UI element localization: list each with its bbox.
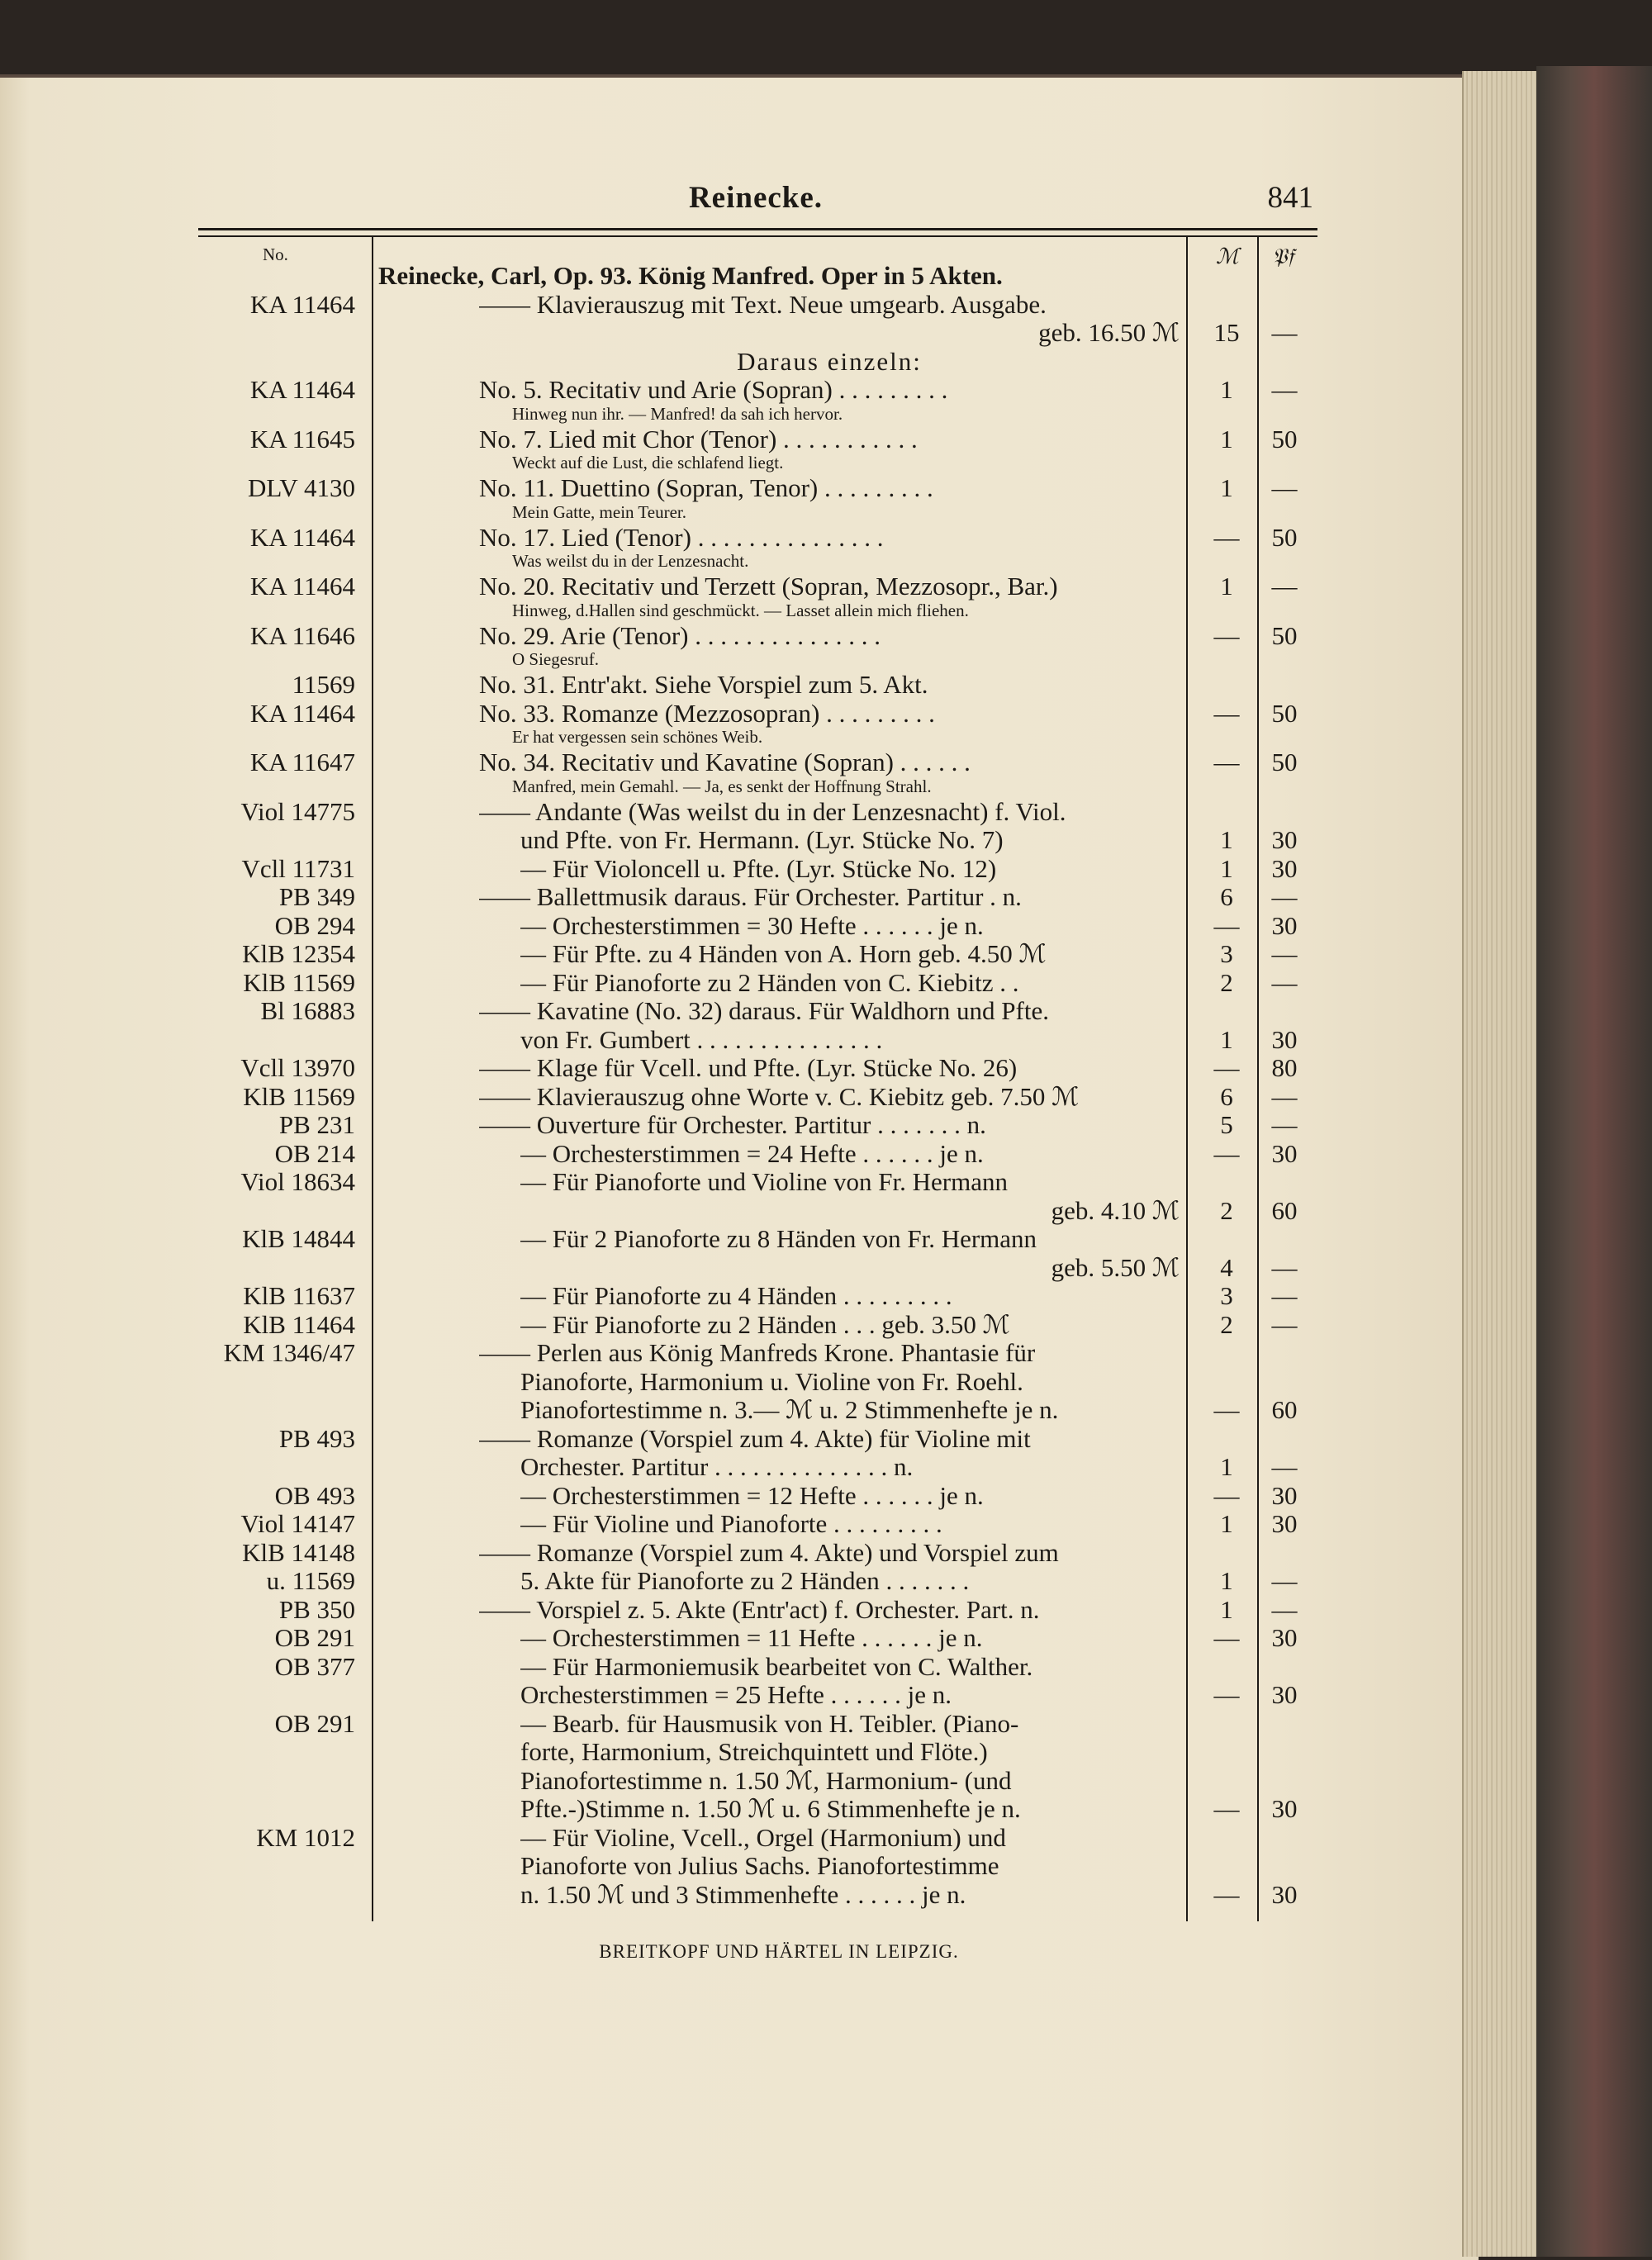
entry-title: —— Vorspiel z. 5. Akte (Entr'act) f. Orchester. Part. n.: [479, 1594, 1040, 1624]
price-pfennig: —: [1271, 1452, 1298, 1481]
price-pfennig: 50: [1271, 522, 1298, 552]
entry-title: Pianoforte von Julius Sachs. Pianofortestimme: [520, 1851, 999, 1880]
price-mark: —: [1213, 1395, 1240, 1424]
price-mark: 1: [1220, 1024, 1233, 1054]
price-pfennig: —: [1271, 1081, 1298, 1111]
entry-title: Hinweg, d.Hallen sind geschmückt. — Lasset allein mich fliehen.: [512, 600, 969, 620]
price-pfennig: 30: [1271, 1509, 1298, 1538]
entry-title: — Für 2 Pianoforte zu 8 Händen von Fr. Hermann: [520, 1224, 1037, 1253]
entry-number: Viol 18634: [240, 1167, 355, 1196]
entry-number: KlB 14844: [242, 1224, 355, 1253]
catalog-entry: [0, 1652, 1479, 1682]
price-pfennig: 60: [1271, 1195, 1298, 1225]
entry-title: n. 1.50 ℳ und 3 Stimmenhefte . . . . . . je n.: [520, 1879, 966, 1909]
entry-number: KM 1346/47: [223, 1338, 355, 1367]
catalog-entry: [0, 1851, 1479, 1881]
entry-title: Mein Gatte, mein Teurer.: [512, 501, 686, 522]
catalog-entry: [0, 1167, 1479, 1197]
entry-number: DLV 4130: [247, 473, 355, 502]
catalog-entry: [0, 882, 1479, 912]
price-mark: —: [1213, 1879, 1240, 1909]
entry-title: —— Klavierauszug mit Text. Neue umgearb. Ausgabe.: [479, 289, 1047, 319]
column-header-no: No.: [263, 245, 288, 264]
catalog-entry: [0, 1224, 1479, 1254]
catalog-entry: [0, 670, 1479, 700]
catalog-entry: [0, 1253, 1479, 1283]
catalog-entry: [0, 996, 1479, 1026]
catalog-entry: [0, 1566, 1479, 1596]
price-pfennig: 30: [1271, 1794, 1298, 1823]
price-mark: 1: [1220, 1452, 1233, 1481]
entry-number: PB 231: [278, 1110, 355, 1139]
entry-incipit: [0, 727, 1479, 747]
entry-title: — Für Violine und Pianoforte . . . . . . . . .: [520, 1509, 942, 1538]
price-mark: —: [1213, 1480, 1240, 1510]
price-mark: 5: [1220, 1110, 1233, 1139]
entry-title: — Für Pianoforte zu 2 Händen von C. Kiebitz . .: [520, 967, 1019, 997]
entry-incipit: [0, 551, 1479, 571]
entry-number: KlB 11464: [243, 1309, 355, 1339]
catalog-entry: [0, 375, 1479, 405]
catalog-entry: [0, 1025, 1479, 1055]
entry-number: OB 377: [274, 1651, 355, 1681]
entry-number: KlB 11569: [243, 1081, 355, 1111]
price-pfennig: 30: [1271, 910, 1298, 940]
price-pfennig: 30: [1271, 1680, 1298, 1709]
entry-title: Pfte.-)Stimme n. 1.50 ℳ u. 6 Stimmenhefte je n.: [520, 1794, 1021, 1823]
price-mark: —: [1213, 748, 1240, 776]
price-pfennig: —: [1271, 1566, 1298, 1595]
catalog-entry: [0, 1737, 1479, 1767]
price-pfennig: 30: [1271, 1879, 1298, 1909]
price-mark: —: [1213, 1623, 1240, 1652]
catalog-entry: [0, 1509, 1479, 1539]
catalog-entry: [0, 1452, 1479, 1482]
entry-number: KA 11464: [249, 698, 355, 728]
price-mark: —: [1213, 910, 1240, 940]
entry-title: No. 20. Recitativ und Terzett (Sopran, Mezzosopr., Bar.): [479, 572, 1058, 601]
page-title: Reinecke.: [688, 181, 824, 215]
price-pfennig: —: [1271, 1309, 1298, 1339]
price-mark: 1: [1220, 825, 1233, 854]
entry-title: — Für Pfte. zu 4 Händen von A. Horn geb. 4.50 ℳ: [520, 939, 1047, 968]
price-pfennig: —: [1271, 1252, 1298, 1282]
price-pfennig: 50: [1271, 424, 1298, 453]
column-header-mark: ℳ: [1216, 245, 1239, 268]
price-pfennig: 30: [1271, 853, 1298, 883]
catalog-entry: [0, 1082, 1479, 1112]
price-pfennig: —: [1271, 572, 1298, 601]
entry-title: geb. 16.50 ℳ: [1038, 318, 1180, 347]
entry-title: forte, Harmonium, Streichquintett und Flöte.): [520, 1737, 988, 1766]
entry-number: Vcll 11731: [241, 853, 355, 883]
entry-title: Manfred, mein Gemahl. — Ja, es senkt der Hoffnung Strahl.: [512, 776, 932, 796]
entry-title: — Orchesterstimmen = 12 Hefte . . . . . . je n.: [520, 1480, 984, 1510]
entry-number: u. 11569: [266, 1566, 355, 1595]
entry-title: und Pfte. von Fr. Hermann. (Lyr. Stücke No. 7): [520, 825, 1004, 854]
price-mark: 1: [1220, 1509, 1233, 1538]
price-mark: 1: [1220, 1566, 1233, 1595]
entry-number: Bl 16883: [260, 996, 355, 1025]
catalog-entry: [0, 1424, 1479, 1454]
entry-number: OB 493: [274, 1480, 355, 1510]
entry-title: — Orchesterstimmen = 11 Hefte . . . . . . je n.: [520, 1623, 983, 1652]
entry-title: Hinweg nun ihr. — Manfred! da sah ich hervor.: [512, 403, 843, 424]
price-pfennig: 50: [1271, 620, 1298, 650]
price-mark: 6: [1220, 1081, 1233, 1111]
entry-title: Weckt auf die Lust, die schlafend liegt.: [512, 453, 784, 472]
entry-title: — Für Violine, Vcell., Orgel (Harmonium) und: [520, 1822, 1006, 1852]
entry-incipit: [0, 601, 1479, 620]
price-mark: —: [1213, 1138, 1240, 1168]
entry-title: O Siegesruf.: [512, 649, 599, 669]
price-pfennig: —: [1271, 1281, 1298, 1310]
entry-title: von Fr. Gumbert . . . . . . . . . . . . . . .: [520, 1024, 883, 1054]
entry-number: KA 11645: [249, 424, 355, 453]
entry-title: Pianoforte, Harmonium u. Violine von Fr. Roehl.: [520, 1366, 1023, 1396]
book-cover: [1536, 66, 1652, 2257]
price-pfennig: 30: [1271, 1480, 1298, 1510]
entry-title: — Für Pianoforte zu 4 Händen . . . . . . . . .: [520, 1281, 952, 1310]
entry-number: KA 11647: [249, 748, 355, 776]
entry-incipit: [0, 649, 1479, 669]
entry-title: Pianofortestimme n. 3.— ℳ u. 2 Stimmenhefte je n.: [520, 1395, 1059, 1424]
price-mark: 1: [1220, 375, 1233, 404]
price-mark: 3: [1220, 939, 1233, 968]
entry-number: KA 11464: [249, 375, 355, 404]
price-mark: —: [1213, 1680, 1240, 1709]
entry-title: —— Ouverture für Orchester. Partitur . . . . . . . n.: [479, 1110, 986, 1139]
catalog-entry: [0, 1367, 1479, 1397]
price-pfennig: —: [1271, 1594, 1298, 1624]
entry-title: —— Klavierauszug ohne Worte v. C. Kiebitz geb. 7.50 ℳ: [479, 1081, 1080, 1111]
catalog-entry: [0, 347, 1479, 377]
entry-title: geb. 5.50 ℳ: [1051, 1252, 1180, 1282]
price-mark: 1: [1220, 424, 1233, 453]
catalog-entry: [0, 1281, 1479, 1311]
entry-title: Er hat vergessen sein schönes Weib.: [512, 727, 763, 747]
entry-title: —— Klage für Vcell. und Pfte. (Lyr. Stücke No. 26): [479, 1053, 1018, 1082]
catalog-entry: [0, 968, 1479, 998]
catalog-entry: [0, 425, 1479, 454]
entry-title: No. 29. Arie (Tenor) . . . . . . . . . . . . . . .: [479, 620, 881, 650]
price-mark: 2: [1220, 1195, 1233, 1225]
price-mark: 1: [1220, 473, 1233, 502]
entry-title: —— Romanze (Vorspiel zum 4. Akte) und Vorspiel zum: [479, 1537, 1059, 1567]
catalog-entry: [0, 939, 1479, 969]
price-pfennig: 30: [1271, 1623, 1298, 1652]
entry-incipit: [0, 404, 1479, 424]
catalog-entry: [0, 1680, 1479, 1710]
entry-incipit: [0, 453, 1479, 472]
entry-incipit: [0, 502, 1479, 522]
entry-title: —— Andante (Was weilst du in der Lenzesnacht) f. Viol.: [479, 796, 1066, 826]
entry-title: — Orchesterstimmen = 30 Hefte . . . . . . je n.: [520, 910, 984, 940]
entry-title: Daraus einzeln:: [737, 346, 922, 376]
catalog-entry: [0, 699, 1479, 729]
entry-number: PB 493: [278, 1423, 355, 1453]
catalog-entry: [0, 825, 1479, 855]
entry-title: No. 17. Lied (Tenor) . . . . . . . . . . . . . . .: [479, 522, 884, 552]
price-mark: 2: [1220, 967, 1233, 997]
price-mark: —: [1213, 620, 1240, 650]
entry-title: No. 5. Recitativ und Arie (Sopran) . . . . . . . . .: [479, 375, 948, 404]
catalog-entry: [0, 1395, 1479, 1425]
entry-title: —— Kavatine (No. 32) daraus. Für Waldhorn und Pfte.: [479, 996, 1049, 1025]
price-pfennig: —: [1271, 1110, 1298, 1139]
entry-number: OB 291: [274, 1623, 355, 1652]
entry-title: No. 31. Entr'akt. Siehe Vorspiel zum 5. Akt.: [479, 670, 928, 699]
entry-title: — Für Violoncell u. Pfte. (Lyr. Stücke No. 12): [520, 853, 997, 883]
price-pfennig: —: [1271, 473, 1298, 502]
entry-number: PB 350: [278, 1594, 355, 1624]
entry-incipit: [0, 776, 1479, 796]
entry-title: No. 34. Recitativ und Kavatine (Sopran) . . . . . .: [479, 748, 971, 776]
entry-title: geb. 4.10 ℳ: [1051, 1195, 1180, 1225]
catalog-entry: [0, 1623, 1479, 1653]
entry-number: KA 11464: [249, 572, 355, 601]
entry-number: KM 1012: [256, 1822, 355, 1852]
entry-title: Reinecke, Carl, Op. 93. König Manfred. Oper in 5 Akten.: [378, 261, 1003, 290]
price-pfennig: 30: [1271, 825, 1298, 854]
entry-number: KA 11464: [249, 522, 355, 552]
entry-number: KlB 11569: [243, 967, 355, 997]
price-mark: —: [1213, 1053, 1240, 1082]
catalog-entry: [0, 621, 1479, 651]
catalog-entry: [0, 1823, 1479, 1853]
price-pfennig: 80: [1271, 1053, 1298, 1082]
catalog-entry: [0, 911, 1479, 941]
entry-title: — Bearb. für Hausmusik von H. Teibler. (Piano-: [520, 1708, 1019, 1738]
entry-title: No. 7. Lied mit Chor (Tenor) . . . . . . . . . . .: [479, 424, 918, 453]
catalog-entry: [0, 1595, 1479, 1625]
price-mark: —: [1213, 698, 1240, 728]
entry-title: — Für Harmoniemusik bearbeitet von C. Walther.: [520, 1651, 1033, 1681]
catalog-entry: [0, 797, 1479, 827]
price-pfennig: —: [1271, 375, 1298, 404]
price-pfennig: —: [1271, 882, 1298, 911]
price-mark: 1: [1220, 572, 1233, 601]
catalog-entry: [0, 1139, 1479, 1169]
catalog-entry: [0, 1538, 1479, 1568]
price-mark: 2: [1220, 1309, 1233, 1339]
catalog-entry: [0, 261, 1479, 291]
column-header-pf: 𝔓𝔣: [1272, 245, 1294, 268]
entry-number: OB 214: [274, 1138, 355, 1168]
price-mark: —: [1213, 1794, 1240, 1823]
catalog-entry: [0, 290, 1479, 320]
catalog-entry: [0, 1053, 1479, 1083]
price-pfennig: 50: [1271, 748, 1298, 776]
price-mark: 6: [1220, 882, 1233, 911]
entry-number: Viol 14775: [240, 796, 355, 826]
catalog-entry: [0, 1310, 1479, 1340]
entry-number: KA 11464: [249, 289, 355, 319]
entry-number: KA 11646: [249, 620, 355, 650]
catalog-entry: [0, 1338, 1479, 1368]
catalog-entry: [0, 1709, 1479, 1739]
catalog-entry: [0, 473, 1479, 503]
catalog-entry: [0, 318, 1479, 348]
entry-title: Orchesterstimmen = 25 Hefte . . . . . . je n.: [520, 1680, 952, 1709]
entry-title: — Für Pianoforte zu 2 Händen . . . geb. 3.50 ℳ: [520, 1309, 1010, 1339]
price-mark: 1: [1220, 1594, 1233, 1624]
entry-number: OB 294: [274, 910, 355, 940]
entry-number: KlB 11637: [243, 1281, 355, 1310]
catalog-entry: [0, 1794, 1479, 1824]
entry-title: Pianofortestimme n. 1.50 ℳ, Harmonium- (und: [520, 1765, 1012, 1795]
catalog-entry: [0, 1481, 1479, 1511]
catalog-entry: [0, 523, 1479, 553]
page-number: 841: [1267, 181, 1313, 215]
catalog-entry: [0, 1766, 1479, 1796]
price-pfennig: —: [1271, 967, 1298, 997]
publisher-footer: BREITKOPF UND HÄRTEL IN LEIPZIG.: [599, 1941, 959, 1962]
entry-number: KlB 14148: [242, 1537, 355, 1567]
catalog-entry: [0, 1110, 1479, 1140]
price-pfennig: 30: [1271, 1024, 1298, 1054]
price-mark: 3: [1220, 1281, 1233, 1310]
entry-number: Viol 14147: [240, 1509, 355, 1538]
catalog-entry: [0, 1196, 1479, 1226]
entry-number: Vcll 13970: [240, 1053, 355, 1082]
entry-title: — Für Pianoforte und Violine von Fr. Hermann: [520, 1167, 1008, 1196]
entry-number: PB 349: [278, 882, 355, 911]
price-pfennig: 60: [1271, 1395, 1298, 1424]
price-mark: 15: [1213, 318, 1240, 347]
catalog-entry: [0, 572, 1479, 601]
price-mark: —: [1213, 522, 1240, 552]
entry-title: — Orchesterstimmen = 24 Hefte . . . . . . je n.: [520, 1138, 984, 1168]
catalog-entry: [0, 1880, 1479, 1910]
catalog-entry: [0, 854, 1479, 884]
price-pfennig: 30: [1271, 1138, 1298, 1168]
entry-title: No. 11. Duettino (Sopran, Tenor) . . . . . . . . .: [479, 473, 933, 502]
catalog-entry: [0, 748, 1479, 777]
price-mark: 4: [1220, 1252, 1233, 1282]
price-mark: 1: [1220, 853, 1233, 883]
entry-number: OB 291: [274, 1708, 355, 1738]
price-pfennig: —: [1271, 318, 1298, 347]
entry-title: —— Ballettmusik daraus. Für Orchester. Partitur . n.: [479, 882, 1022, 911]
entry-title: No. 33. Romanze (Mezzosopran) . . . . . . . . .: [479, 698, 935, 728]
entry-number: 11569: [292, 670, 355, 699]
entry-title: Orchester. Partitur . . . . . . . . . . . . . . n.: [520, 1452, 914, 1481]
entry-title: 5. Akte für Pianoforte zu 2 Händen . . . . . . .: [520, 1566, 970, 1595]
price-pfennig: —: [1271, 939, 1298, 968]
entry-title: Was weilst du in der Lenzesnacht.: [512, 551, 749, 571]
entry-title: —— Perlen aus König Manfreds Krone. Phantasie für: [479, 1338, 1036, 1367]
entry-number: KlB 12354: [242, 939, 355, 968]
price-pfennig: 50: [1271, 698, 1298, 728]
entry-title: —— Romanze (Vorspiel zum 4. Akte) für Violine mit: [479, 1423, 1031, 1453]
